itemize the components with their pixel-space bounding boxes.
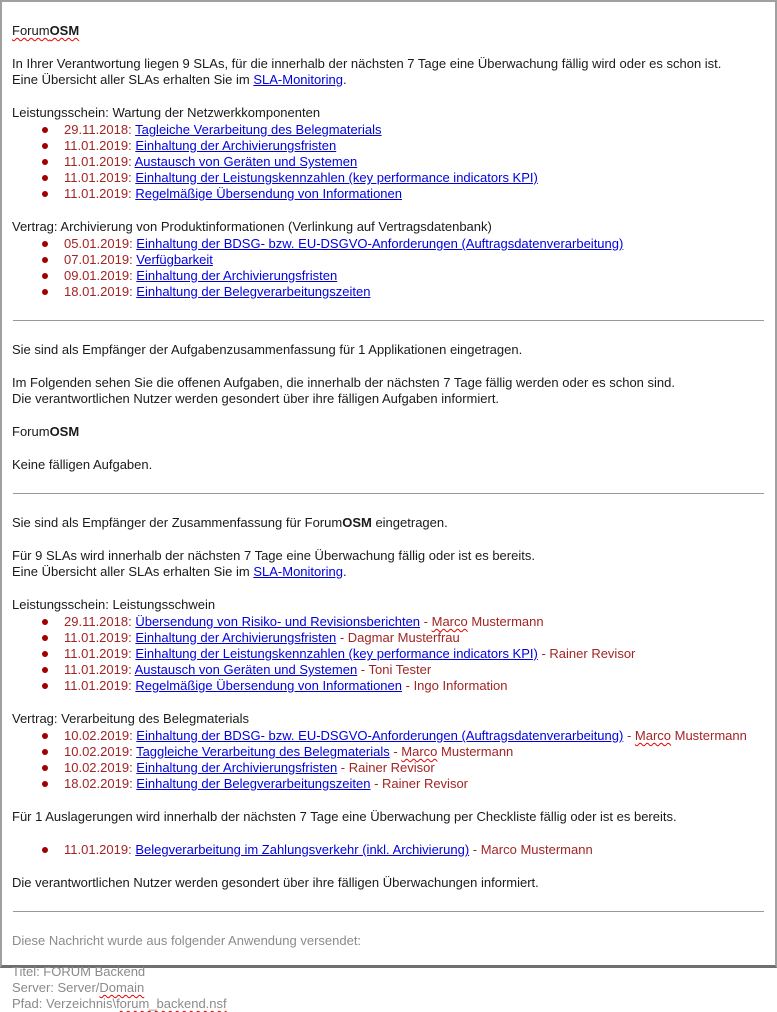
group-heading-vertrag-archivierung: Vertrag: Archivierung von Produktinformationen (Verlinkung auf Vertragsdatenbank) [12, 219, 492, 234]
sla-item-text [64, 662, 431, 678]
sla-list-leistungsschwein [12, 614, 765, 694]
sla-item [42, 284, 765, 300]
sla-item [42, 728, 765, 744]
bullet-icon [42, 175, 48, 181]
sla-item [42, 776, 765, 792]
sla-item-text [64, 122, 382, 138]
sla-item [42, 138, 765, 154]
no-tasks-line: Keine fälligen Aufgaben. [12, 457, 153, 472]
footer-path-file: forum_backend.nsf [116, 996, 227, 1011]
sla-item [42, 614, 765, 630]
bullet-icon [42, 619, 48, 625]
sla-link[interactable]: Regelmäßige Übersendung von Informationen [135, 678, 402, 693]
sla-item-text [64, 760, 435, 776]
bullet-icon [42, 257, 48, 263]
due-date: 11.01.2019: [64, 154, 135, 169]
bullet-icon [42, 241, 48, 247]
summary-recipient-prefix: Sie sind als Empfänger der Zusammenfassung für [12, 515, 305, 530]
responsible-user: - Rainer Revisor [370, 776, 469, 791]
sla-list-belegmaterial [12, 728, 765, 792]
footer-sent-line: Diese Nachricht wurde aus folgender Anwendung versendet: [12, 933, 362, 948]
bullet-icon [42, 191, 48, 197]
footer-server-domain: Domain [99, 980, 145, 995]
task-app-title-suffix: OSM [49, 424, 80, 439]
sla-item-text [64, 728, 747, 744]
due-date: 11.01.2019: [64, 186, 136, 201]
bullet-icon [42, 749, 48, 755]
sla-list-wartung [12, 122, 765, 202]
footer-path-prefix: Pfad: Verzeichnis\ [12, 996, 117, 1011]
bullet-icon [42, 159, 48, 165]
responsible-user: - Rainer Revisor [537, 646, 636, 661]
bullet-icon [42, 667, 48, 673]
sla-link[interactable]: Übersendung von Risiko- und Revisionsberichten [135, 614, 421, 629]
responsible-user: - Marco Mustermann [623, 728, 747, 743]
sla-item-text [64, 842, 593, 858]
task-app-title-prefix: Forum [12, 424, 50, 439]
sla-item-text [64, 630, 460, 646]
due-date: 11.01.2019: [64, 678, 136, 693]
sla-item [42, 630, 765, 646]
task-info-paragraph [12, 375, 765, 407]
sla-link[interactable]: Einhaltung der Archivierungsfristen [136, 268, 338, 283]
task-info-line2: Die verantwortlichen Nutzer werden gesondert über ihre fälligen Aufgaben informiert. [12, 391, 500, 406]
responsible-user: - Marco Mustermann [389, 744, 514, 759]
sla-monitoring-link[interactable]: SLA-Monitoring [253, 72, 343, 87]
bullet-icon [42, 733, 48, 739]
sla-link[interactable]: Einhaltung der Belegverarbeitungszeiten [136, 776, 371, 791]
section-divider-1 [13, 320, 764, 322]
responsible-user: - Marco Mustermann [420, 614, 544, 629]
due-date: 05.01.2019: [64, 236, 137, 251]
due-date: 11.01.2019: [64, 646, 136, 661]
due-date: 11.01.2019: [64, 138, 136, 153]
summary-recipient-suffix: eingetragen. [371, 515, 448, 530]
responsible-user: - Rainer Revisor [337, 760, 435, 775]
checklist-line: Für 1 Auslagerungen wird innerhalb der nächsten 7 Tage eine Überwachung per Checkliste fällig oder ist es bereits. [12, 809, 677, 824]
summary-intro-paragraph [12, 548, 765, 580]
bullet-icon [42, 765, 48, 771]
responsible-user: - Toni Tester [357, 662, 432, 677]
sla-link[interactable]: Austausch von Geräten und Systemen [134, 154, 358, 169]
sla-item-text [64, 138, 336, 154]
sla-item-text [64, 252, 213, 268]
sla-link[interactable]: Einhaltung der BDSG- bzw. EU-DSGVO-Anforderungen (Auftragsdatenverarbeitung) [136, 728, 624, 743]
bullet-icon [42, 847, 48, 853]
sla-link[interactable]: Austausch von Geräten und Systemen [134, 662, 358, 677]
sla-item-text [64, 154, 357, 170]
due-date: 11.01.2019: [64, 842, 136, 857]
app-title-prefix: Forum [12, 23, 50, 38]
due-date: 10.02.2019: [64, 760, 137, 775]
sla-item [42, 252, 765, 268]
sla-intro-paragraph [12, 56, 765, 88]
summary-due-line: Für 9 SLAs wird innerhalb der nächsten 7 Tage eine Überwachung fällig oder ist es bereits. [12, 548, 535, 563]
sla-item-text [64, 614, 544, 630]
app-title-text [12, 23, 79, 38]
sla-overview-suffix: . [342, 72, 347, 87]
app-title [12, 23, 765, 39]
sla-item-text [64, 236, 623, 252]
task-app-title [12, 424, 765, 440]
sla-item-text [64, 678, 508, 694]
sla-item-text [64, 284, 370, 300]
misspelled-name: Marco [634, 728, 672, 743]
sla-item-text [64, 268, 337, 284]
sla-link[interactable]: Einhaltung der Archivierungsfristen [135, 138, 337, 153]
footer-server-prefix: Server: Server/ [12, 980, 100, 995]
sla-link[interactable]: Regelmäßige Übersendung von Informationen [135, 186, 402, 201]
sla-link[interactable]: Einhaltung der Leistungskennzahlen (key performance indicators KPI) [135, 170, 538, 185]
responsible-user: - Dagmar Musterfrau [336, 630, 460, 645]
sla-item [42, 646, 765, 662]
footer-server-line [12, 980, 765, 996]
task-recipient-line: Sie sind als Empfänger der Aufgabenzusammenfassung für 1 Applikationen eingetragen. [12, 342, 523, 357]
bullet-icon [42, 143, 48, 149]
bullet-icon [42, 683, 48, 689]
responsible-user: - Ingo Information [402, 678, 508, 693]
due-date: 07.01.2019: [64, 252, 137, 267]
group-heading-vertrag-belegmaterial: Vertrag: Verarbeitung des Belegmaterials [12, 711, 250, 726]
sla-item [42, 154, 765, 170]
sla-link[interactable]: Verfügbarkeit [136, 252, 213, 267]
sla-overview-prefix: Eine Übersicht aller SLAs erhalten Sie im [12, 72, 254, 87]
sla-item [42, 760, 765, 776]
sla-item [42, 744, 765, 760]
sla-item-text [64, 646, 635, 662]
due-date: 18.02.2019: [64, 776, 137, 791]
sla-item [42, 170, 765, 186]
bullet-icon [42, 651, 48, 657]
summary-overview-prefix: Eine Übersicht aller SLAs erhalten Sie im [12, 564, 254, 579]
responsible-user: - Marco Mustermann [469, 842, 593, 857]
misspelled-name: Marco [431, 614, 468, 629]
app-title-suffix: OSM [49, 23, 80, 38]
section-divider-3 [13, 911, 764, 913]
summary-app-title-suffix: OSM [342, 515, 372, 530]
sla-item [42, 268, 765, 284]
sla-link[interactable]: Belegverarbeitung im Zahlungsverkehr (inkl. Archivierung) [135, 842, 470, 857]
due-date: 18.01.2019: [64, 284, 137, 299]
due-date: 10.02.2019: [64, 744, 137, 759]
due-date: 11.01.2019: [64, 170, 136, 185]
sla-link[interactable]: Taggleiche Verarbeitung des Belegmaterials [136, 744, 390, 759]
bullet-icon [42, 781, 48, 787]
footer-path-line [12, 996, 765, 1012]
sla-item [42, 122, 765, 138]
due-date: 09.01.2019: [64, 268, 137, 283]
group-heading-leistungsschein-wartung: Leistungsschein: Wartung der Netzwerkkomponenten [12, 105, 321, 120]
section-divider-2 [13, 493, 764, 495]
due-date: 11.01.2019: [64, 662, 135, 677]
group-heading-leistungsschwein: Leistungsschein: Leistungsschwein [12, 597, 216, 612]
sla-item-text [64, 186, 402, 202]
sla-item [42, 842, 765, 858]
sla-link[interactable]: Einhaltung der Belegverarbeitungszeiten [136, 284, 371, 299]
sla-item-text [64, 170, 538, 186]
closing-line: Die verantwortlichen Nutzer werden gesondert über ihre fälligen Überwachungen informiert. [12, 875, 539, 890]
misspelled-name: Marco [401, 744, 438, 759]
summary-recipient-line [12, 515, 765, 531]
sla-item-text [64, 744, 513, 760]
sla-list-archivierung [12, 236, 765, 300]
sla-item [42, 678, 765, 694]
sla-link[interactable]: Einhaltung der Archivierungsfristen [135, 630, 337, 645]
checklist-list [12, 842, 765, 858]
due-date: 10.02.2019: [64, 728, 137, 743]
bullet-icon [42, 127, 48, 133]
due-date: 29.11.2018: [64, 614, 136, 629]
sla-link[interactable]: Einhaltung der Archivierungsfristen [136, 760, 338, 775]
footer-title-line: Titel: FORUM Backend [12, 964, 146, 979]
sla-item [42, 186, 765, 202]
footer [12, 933, 765, 1012]
sla-link[interactable]: Einhaltung der BDSG- bzw. EU-DSGVO-Anforderungen (Auftragsdatenverarbeitung) [136, 236, 624, 251]
due-date: 11.01.2019: [64, 630, 136, 645]
sla-intro-line1: In Ihrer Verantwortung liegen 9 SLAs, für die innerhalb der nächsten 7 Tage eine Überwachung fällig wird oder es schon ist. [12, 56, 722, 71]
sla-item [42, 662, 765, 678]
task-info-line1: Im Folgenden sehen Sie die offenen Aufgaben, die innerhalb der nächsten 7 Tage fällig werden oder es schon sind. [12, 375, 675, 390]
bullet-icon [42, 273, 48, 279]
bullet-icon [42, 635, 48, 641]
sla-link[interactable]: Tagleiche Verarbeitung des Belegmaterials [135, 122, 382, 137]
summary-overview-suffix: . [342, 564, 347, 579]
sla-monitoring-link-2[interactable]: SLA-Monitoring [253, 564, 343, 579]
sla-item [42, 236, 765, 252]
sla-link[interactable]: Einhaltung der Leistungskennzahlen (key performance indicators KPI) [135, 646, 538, 661]
bullet-icon [42, 289, 48, 295]
sla-item-text [64, 776, 468, 792]
due-date: 29.11.2018: [64, 122, 136, 137]
summary-app-title-prefix: Forum [304, 515, 343, 530]
